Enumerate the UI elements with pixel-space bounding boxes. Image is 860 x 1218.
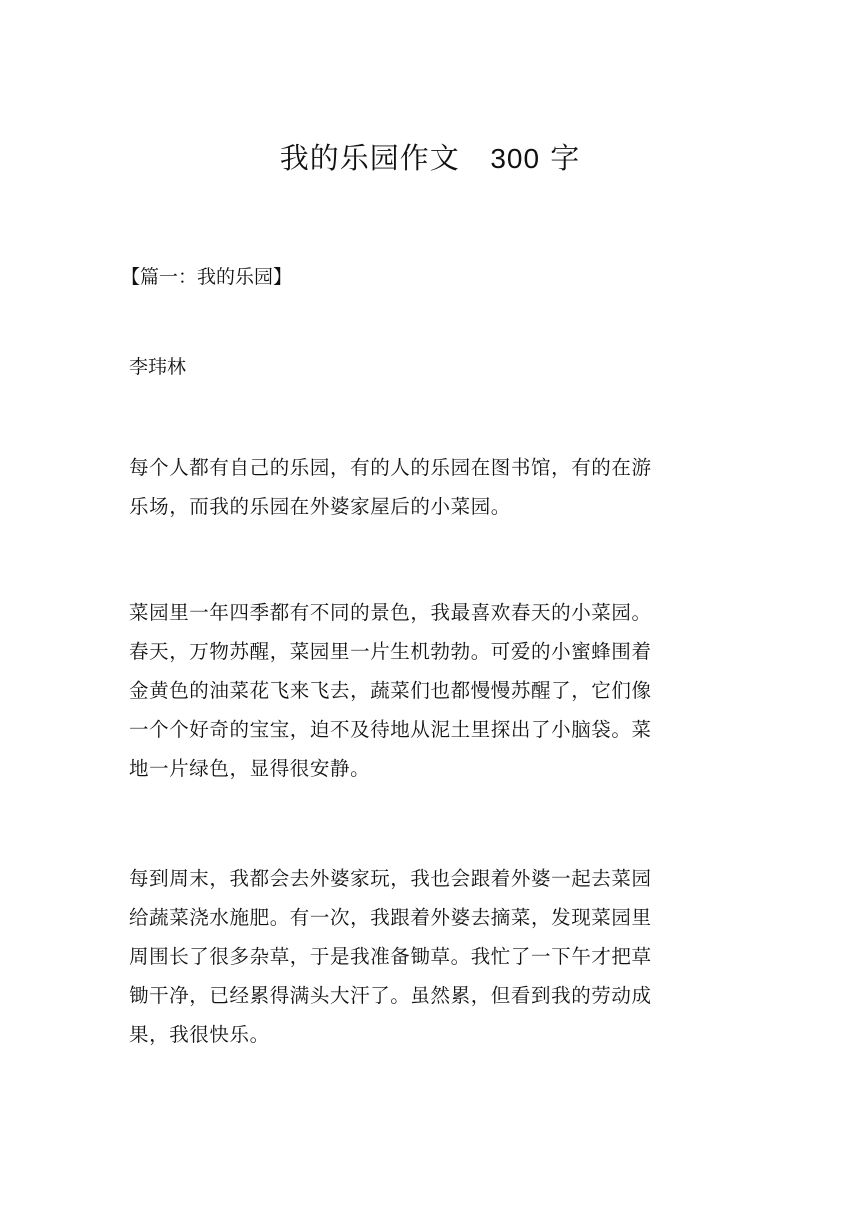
- paragraph-line: 一个个好奇的宝宝，迫不及待地从泥土里探出了小脑袋。菜: [129, 718, 652, 741]
- document-title: [0, 138, 860, 179]
- section-heading: 【篇一：我的乐园】: [121, 266, 293, 288]
- title-suffix: 字: [550, 141, 581, 175]
- paragraph-line: 每到周末，我都会去外婆家玩，我也会跟着外婆一起去菜园: [129, 867, 652, 890]
- paragraph-line: 菜园里一年四季都有不同的景色，我最喜欢春天的小菜园。: [129, 601, 652, 624]
- paragraph-3: [129, 859, 689, 1054]
- title-text: 我的乐园作文: [279, 141, 460, 175]
- paragraph-line: 乐场，而我的乐园在外婆家屋后的小菜园。: [129, 495, 511, 518]
- paragraph-2: [129, 593, 689, 788]
- paragraph-line: 周围长了很多杂草，于是我准备锄草。我忙了一下午才把草: [129, 945, 652, 968]
- author-name: 李玮林: [129, 356, 187, 378]
- paragraph-line: 每个人都有自己的乐园，有的人的乐园在图书馆，有的在游: [129, 456, 652, 479]
- paragraph-line: 锄干净，已经累得满头大汗了。虽然累，但看到我的劳动成: [129, 984, 652, 1007]
- paragraph-line: 春天，万物苏醒，菜园里一片生机勃勃。可爱的小蜜蜂围着: [129, 640, 652, 663]
- title-number: 300: [490, 143, 541, 174]
- paragraph-line: 果，我很快乐。: [129, 1023, 270, 1046]
- paragraph-line: 地一片绿色，显得很安静。: [129, 757, 371, 780]
- paragraph-1: [129, 448, 689, 526]
- paragraph-line: 给蔬菜浇水施肥。有一次，我跟着外婆去摘菜，发现菜园里: [129, 906, 652, 929]
- paragraph-line: 金黄色的油菜花飞来飞去，蔬菜们也都慢慢苏醒了，它们像: [129, 679, 652, 702]
